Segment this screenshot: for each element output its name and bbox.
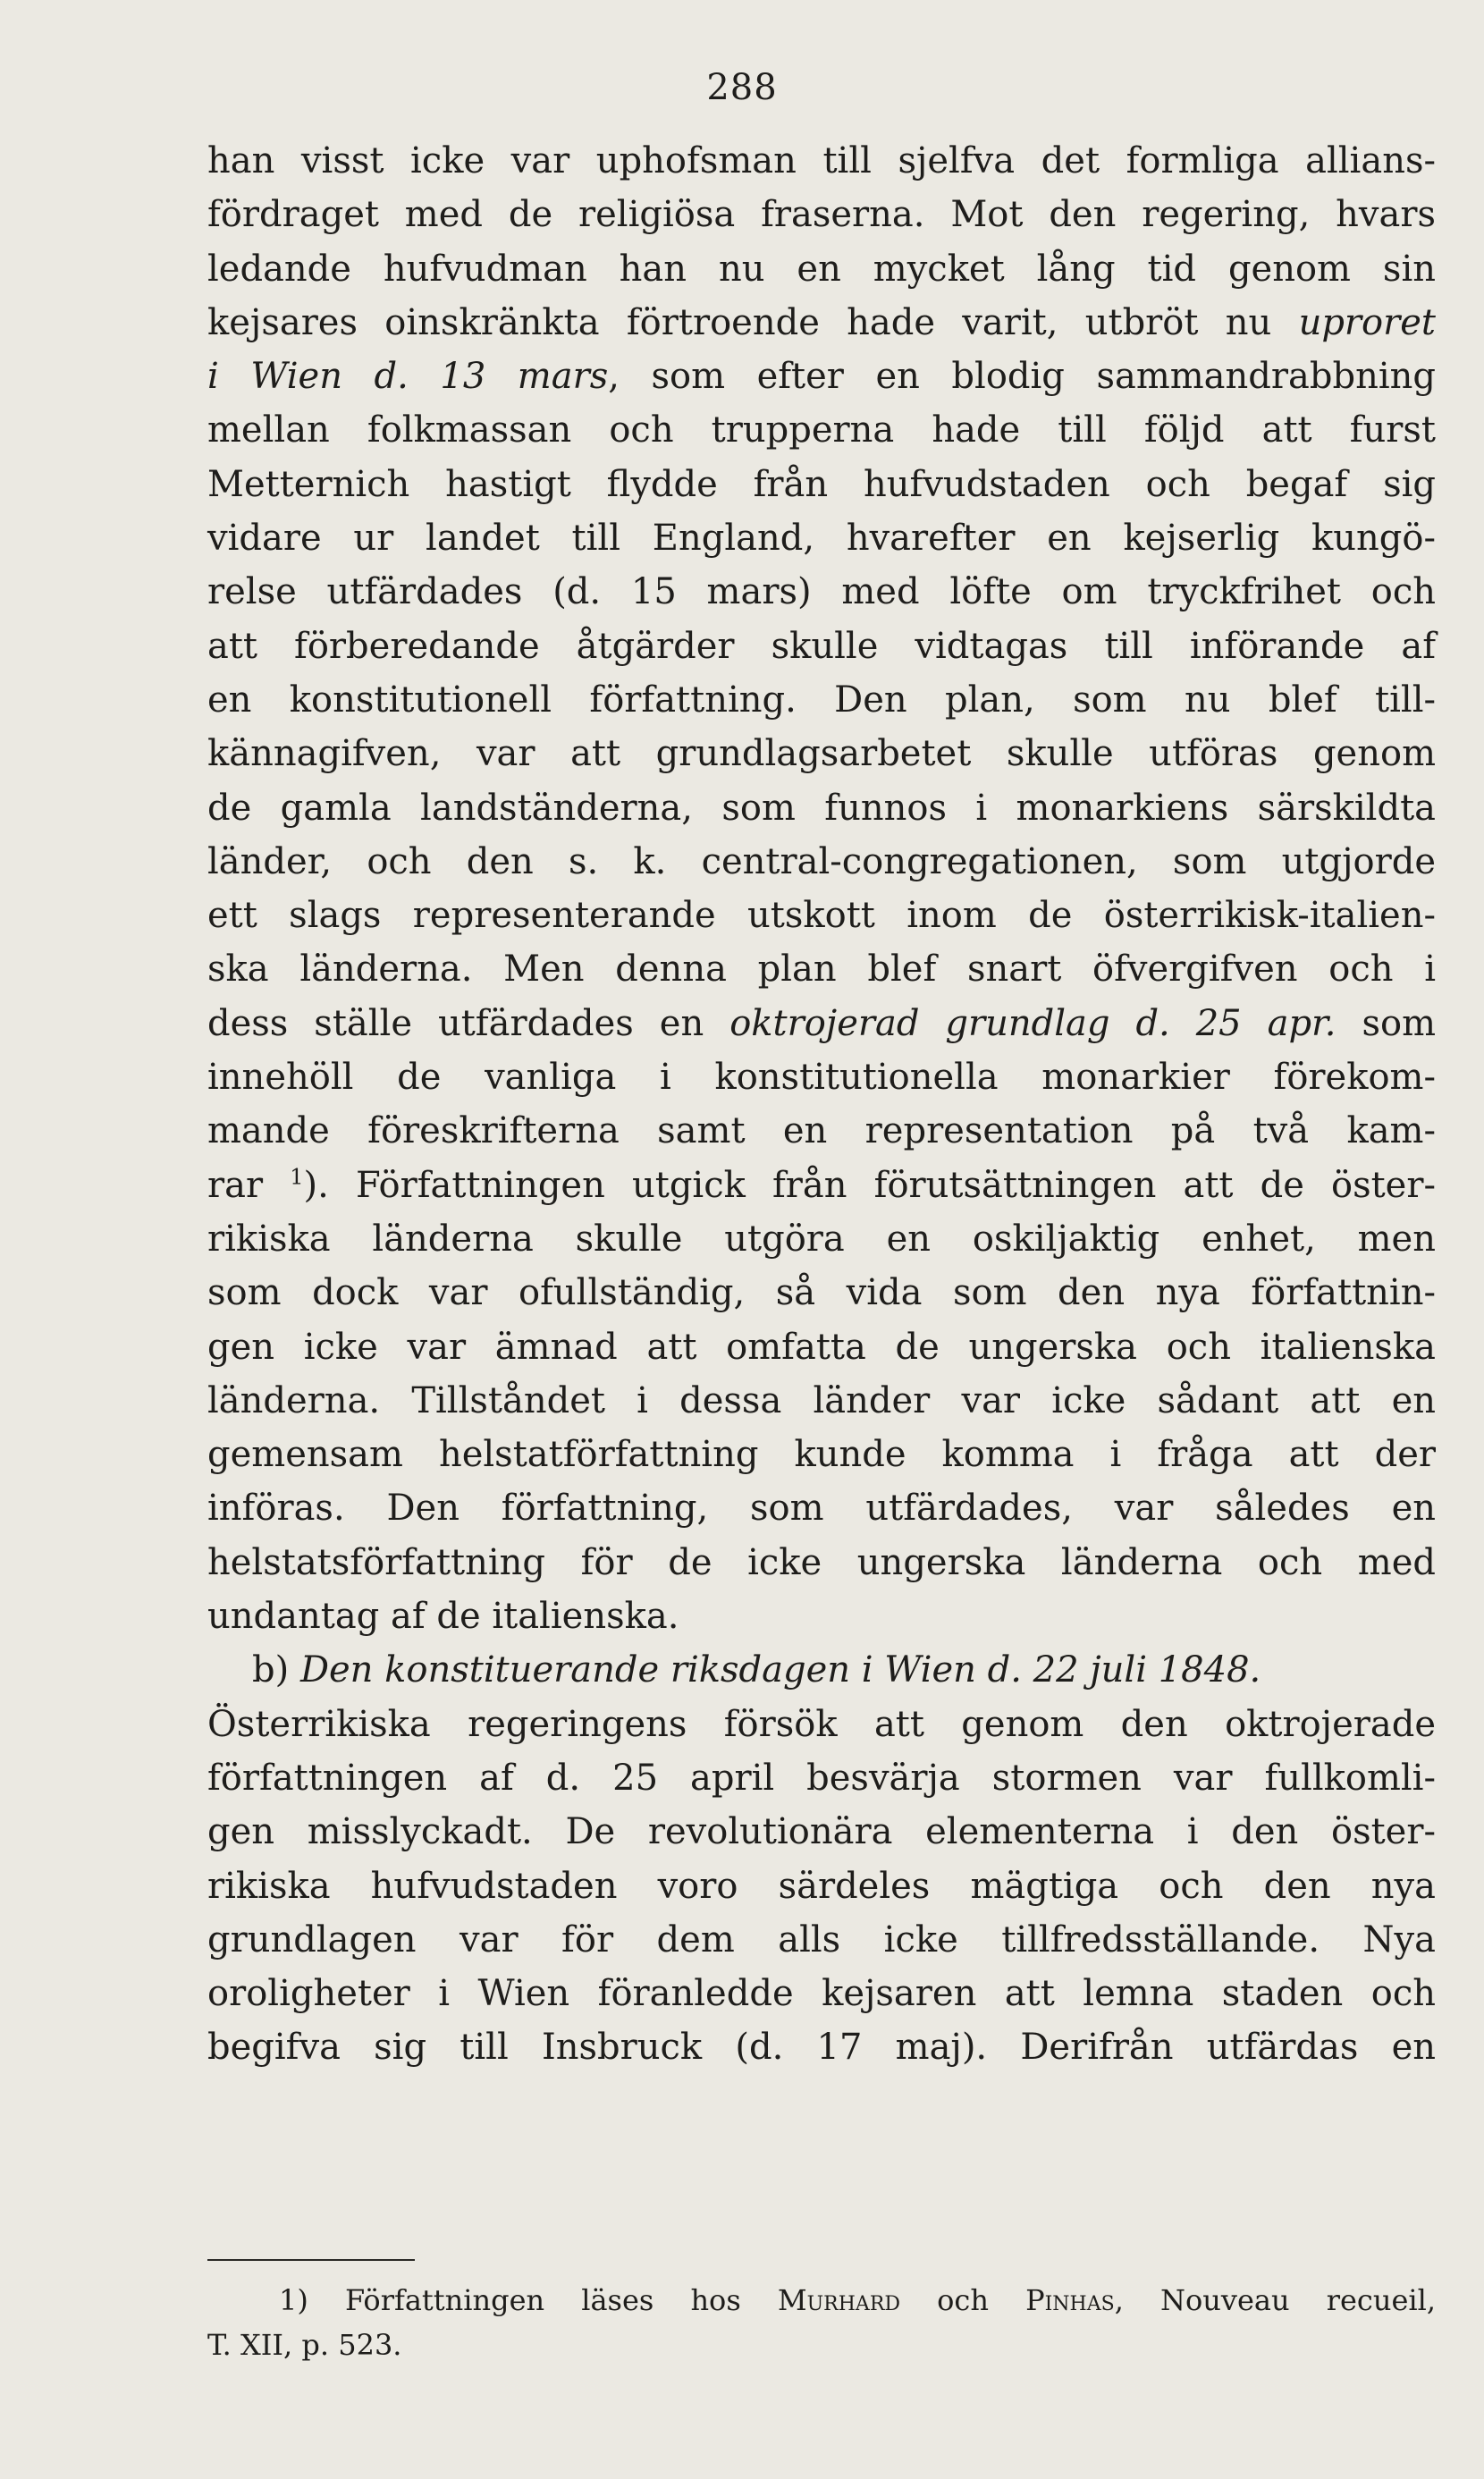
text-line: grundlagen var för dem alls icke tillfredsställande. Nya xyxy=(207,1918,1436,1960)
text-line: länder, och den s. k. central-congregationen, som utgjorde xyxy=(207,840,1436,882)
text-line: Österrikiska regeringens försök att genom den oktrojerade xyxy=(207,1703,1436,1745)
italic-phrase: i Wien d. 13 mars xyxy=(207,356,609,398)
text-line: rikiska hufvudstaden voro särdeles mägtiga och den nya xyxy=(207,1865,1436,1907)
text-line: författningen af d. 25 april besvärja stormen var fullkomli- xyxy=(207,1757,1436,1799)
footnote-text: och xyxy=(937,2283,989,2317)
text-line: länderna. Tillståndet i dessa länder var icke sådant att en xyxy=(207,1379,1436,1421)
text-segment: dess ställe utfärdades en xyxy=(207,1002,704,1044)
footnote-divider xyxy=(207,2259,415,2261)
text-line: fördraget med de religiösa fraserna. Mot den regering, hvars xyxy=(207,194,1436,236)
footnote xyxy=(207,2278,1436,2367)
text-line: införas. Den författning, som utfärdades, var således en xyxy=(207,1488,1436,1530)
text-line: undantag af de italienska. xyxy=(207,1596,679,1638)
text-line: relse utfärdades (d. 15 mars) med löfte om tryckfrihet och xyxy=(207,571,1436,613)
text-line: en konstitutionell författning. Den plan, som nu blef till- xyxy=(207,679,1436,721)
section-heading-line xyxy=(207,1643,1436,1697)
text-line: oroligheter i Wien föranledde kejsaren att lemna staden och xyxy=(207,1973,1436,2015)
page-number: 288 xyxy=(706,67,778,108)
footnote-line xyxy=(207,2278,1436,2323)
footnote-author: Pinhas xyxy=(1025,2283,1115,2317)
text-line: mellan folkmassan och trupperna hade till följd att furst xyxy=(207,409,1436,451)
footnote-marker: 1 xyxy=(290,1164,304,1190)
text-line: helstatsförfattning för de icke ungerska länderna och med xyxy=(207,1541,1436,1583)
footnote-text: , Nouveau recueil, xyxy=(1114,2283,1437,2317)
text-line: att förberedande åtgärder skulle vidtagas till införande af xyxy=(207,625,1436,667)
text-line: gemensam helstatförfattning kunde komma i fråga att der xyxy=(207,1434,1436,1476)
text-line: gen icke var ämnad att omfatta de ungerska och italienska xyxy=(207,1326,1436,1368)
text-line: gen misslyckadt. De revolutionära elementerna i den öster- xyxy=(207,1811,1436,1853)
text-line xyxy=(207,1159,1436,1212)
text-segment: rar xyxy=(207,1164,264,1206)
text-line: ett slags representerande utskott inom de österrikisk-italien- xyxy=(207,895,1436,937)
text-line: som dock var ofullständig, så vida som den nya författnin- xyxy=(207,1272,1436,1314)
section-label: b) xyxy=(252,1649,290,1691)
italic-phrase: uproret xyxy=(1298,301,1436,343)
footnote-text: Författningen läses hos xyxy=(344,2283,741,2317)
text-line: innehöll de vanliga i konstitutionella monarkier förekom- xyxy=(207,1057,1436,1099)
text-line: han visst icke var uphofsman till sjelfva det formliga allians- xyxy=(207,140,1436,181)
text-line xyxy=(207,296,1436,350)
text-line xyxy=(207,350,1436,403)
text-line: de gamla landständerna, som funnos i monarkiens särskildta xyxy=(207,787,1436,829)
footnote-author: Murhard xyxy=(777,2283,901,2317)
text-segment: som xyxy=(1362,1002,1437,1044)
italic-phrase: oktrojerad grundlag d. 25 apr. xyxy=(729,1002,1336,1044)
text-line: ska länderna. Men denna plan blef snart öfvergifven och i xyxy=(207,949,1436,991)
text-segment: kejsares oinskränkta förtroende hade varit, utbröt nu xyxy=(207,301,1272,343)
text-line: ledande hufvudman han nu en mycket lång tid genom sin xyxy=(207,248,1436,290)
text-line: vidare ur landet till England, hvarefter en kejserlig kungö- xyxy=(207,518,1436,560)
footnote-number: 1) xyxy=(279,2283,308,2317)
text-segment: ). Författningen utgick från förutsättningen att de öster- xyxy=(303,1164,1436,1206)
text-line: begifva sig till Insbruck (d. 17 maj). Derifrån utfärdas en xyxy=(207,2027,1436,2069)
text-segment: , som efter en blodig sammandrabbning xyxy=(608,356,1436,398)
text-line: mande föreskrifterna samt en representation på två kam- xyxy=(207,1110,1436,1152)
text-line xyxy=(207,997,1436,1050)
text-line: kännagifven, var att grundlagsarbetet skulle utföras genom xyxy=(207,733,1436,775)
section-heading: Den konstituerande riksdagen i Wien d. 22 juli 1848. xyxy=(299,1649,1261,1691)
body-text xyxy=(207,134,1436,2075)
text-line: Metternich hastigt flydde från hufvudstaden och begaf sig xyxy=(207,463,1436,505)
text-line: rikiska länderna skulle utgöra en oskiljaktig enhet, men xyxy=(207,1218,1436,1260)
footnote-line: T. XII, p. 523. xyxy=(207,2328,402,2362)
